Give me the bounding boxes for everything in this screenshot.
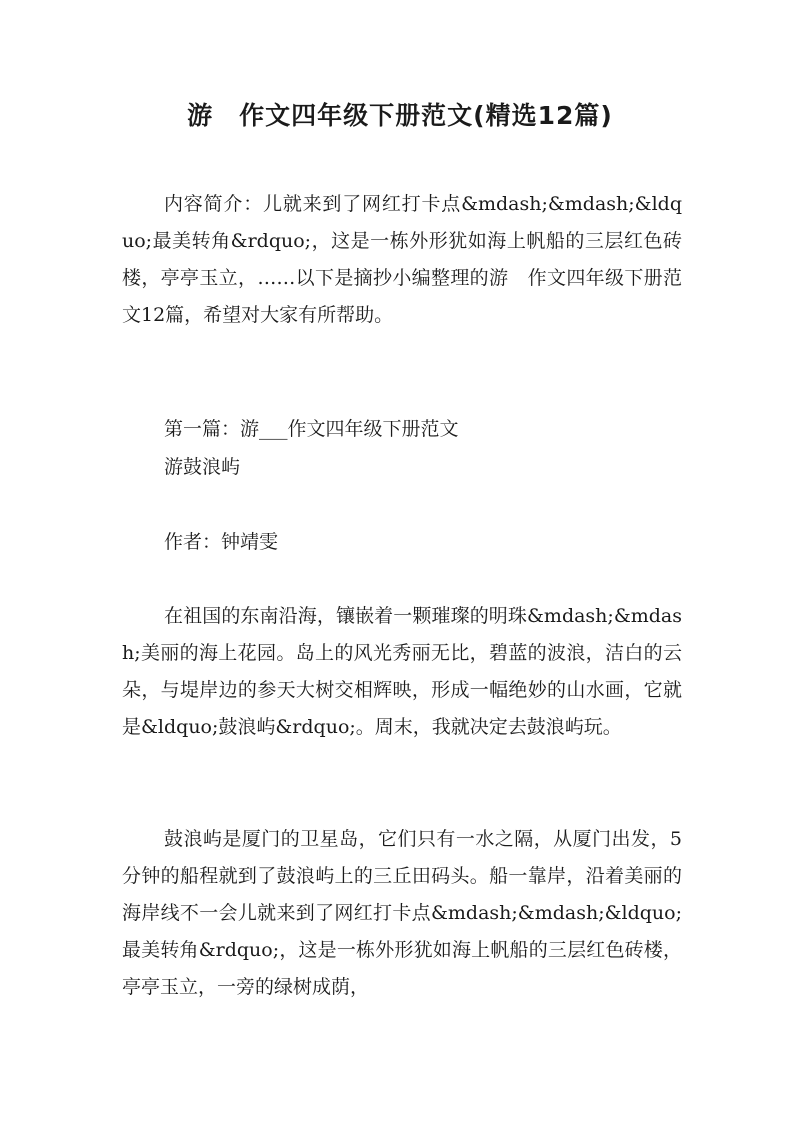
intro-paragraph: 内容简介：儿就来到了网红打卡点&mdash;&mdash;&ldquo;最美转角&rdquo;，这是一栋外形犹如海上帆船的三层红色砖楼，亭亭玉立，……以下是摘抄小编整理的游 作文四年级下册范文12篇，希望对大家有所帮助。 xyxy=(122,193,682,326)
document-title: 游 作文四年级下册范文(精选12篇) xyxy=(187,101,613,130)
author-line: 作者：钟靖雯 xyxy=(164,531,279,553)
body-paragraph-1: 在祖国的东南沿海，镶嵌着一颗璀璨的明珠&mdash;&mdash;美丽的海上花园。岛上的风光秀丽无比，碧蓝的波浪，洁白的云朵，与堤岸边的参天大树交相辉映，形成一幅绝妙的山水画，它就是&ldquo;鼓浪屿&rdquo;。周末，我就决定去鼓浪屿玩。 xyxy=(122,605,682,738)
section-heading: 第一篇：游___作文四年级下册范文 xyxy=(164,418,459,440)
essay-title: 游鼓浪屿 xyxy=(164,456,241,478)
body-paragraph-2: 鼓浪屿是厦门的卫星岛，它们只有一水之隔，从厦门出发，5分钟的船程就到了鼓浪屿上的三丘田码头。船一靠岸，沿着美丽的海岸线不一会儿就来到了网红打卡点&mdash;&mdash;&ldquo;最美转角&rdquo;，这是一栋外形犹如海上帆船的三层红色砖楼，亭亭玉立，一旁的绿树成荫， xyxy=(122,828,682,998)
